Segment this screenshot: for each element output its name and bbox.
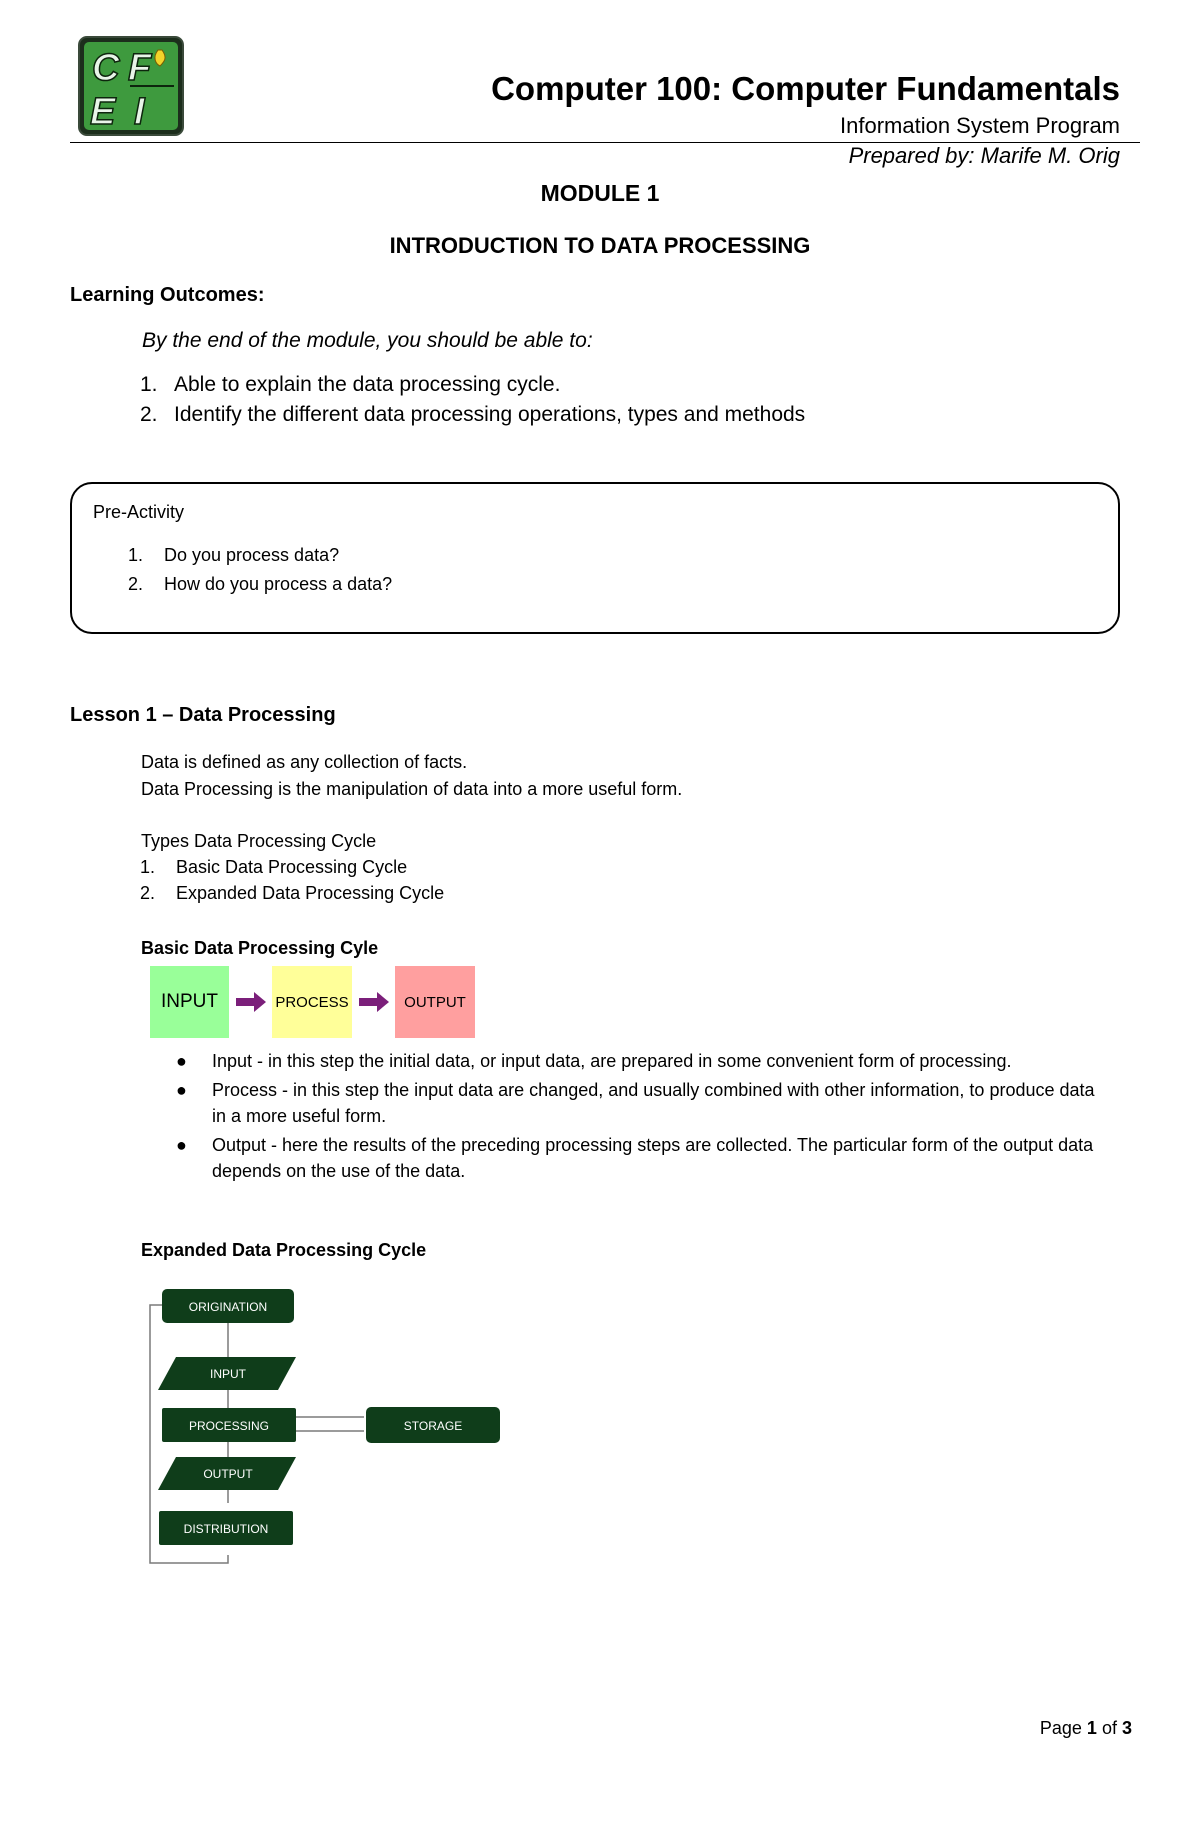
bullet-icon: ● [176,1051,187,1071]
pre-activity-list [128,545,392,603]
list-text: Able to explain the data processing cycle. [174,373,561,396]
input-box [150,966,229,1038]
learning-outcomes-intro: By the end of the module, you should be able to: [142,329,593,352]
module-label: MODULE 1 [540,180,660,206]
list-item [128,545,392,566]
process-label: PROCESS [275,993,349,1011]
list-number: 1. [128,545,144,565]
lesson-heading: Lesson 1 – Data Processing [70,704,336,726]
svg-text:E: E [90,91,116,133]
of-word: of [1101,1718,1117,1738]
learning-outcomes-list [140,373,805,433]
bullet-icon: ● [176,1135,187,1155]
list-number: 2. [128,574,144,594]
svg-text:F: F [128,47,152,89]
definition-processing: Data Processing is the manipulation of data into a more useful form. [141,779,683,799]
list-item [172,1132,1102,1184]
output-box [395,966,475,1038]
list-item [140,373,805,397]
list-text: Do you process data? [164,545,340,565]
svg-text:C: C [92,47,120,89]
output-label: OUTPUT [404,993,466,1011]
list-number: 1. [140,857,156,877]
list-text: Process - in this step the input data are changed, and usually combined with other information, to produce data in a more useful form. [212,1080,1095,1126]
list-number: 2. [140,403,158,426]
definition-data: Data is defined as any collection of facts. [141,752,468,772]
page-current: 1 [1086,1718,1097,1738]
page-number [1040,1718,1132,1739]
process-box [272,966,352,1038]
list-item [140,403,805,427]
flow-label-input: INPUT [210,1367,246,1381]
flow-label-processing: PROCESSING [188,1419,270,1433]
expanded-cycle-heading: Expanded Data Processing Cycle [141,1240,427,1260]
flow-label-output: OUTPUT [203,1467,253,1481]
flow-label-distribution: DISTRIBUTION [183,1522,269,1536]
prepared-by: Prepared by: Marife M. Orig [848,143,1120,168]
types-heading: Types Data Processing Cycle [141,831,377,851]
types-list [140,857,444,909]
input-label: INPUT [161,991,218,1012]
course-title: Computer 100: Computer Fundamentals [491,70,1120,107]
flow-label-origination: ORIGINATION [188,1300,268,1314]
program-name: Information System Program [840,113,1120,138]
list-item [140,883,444,904]
page-total: 3 [1121,1718,1132,1738]
list-text: Output - here the results of the preceding processing steps are collected. The particular form of the output data depends on the use of the data. [212,1135,1094,1181]
bullet-icon: ● [176,1080,187,1100]
list-text: Expanded Data Processing Cycle [176,883,445,903]
arrow-right-icon [357,990,391,1014]
list-text: Basic Data Processing Cycle [176,857,408,877]
pre-activity-title: Pre-Activity [93,502,185,522]
cycle-steps-list [172,1048,1102,1185]
list-item [128,574,392,595]
arrow-right-icon [234,990,268,1014]
list-item [140,857,444,878]
basic-cycle-heading: Basic Data Processing Cyle [141,938,379,958]
module-title: INTRODUCTION TO DATA PROCESSING [389,233,811,258]
list-text: Input - in this step the initial data, or input data, are prepared in some convenient form of processing. [212,1051,1012,1071]
expanded-cycle-diagram [140,1285,510,1570]
learning-outcomes-heading: Learning Outcomes: [70,284,265,306]
page-word: Page [1039,1718,1082,1738]
cefi-logo [78,36,184,136]
list-text: How do you process a data? [164,574,393,594]
list-number: 2. [140,883,156,903]
list-text: Identify the different data processing operations, types and methods [174,403,806,426]
svg-text:I: I [134,91,145,133]
list-number: 1. [140,373,158,396]
list-item [172,1048,1102,1074]
flow-label-storage: STORAGE [403,1419,463,1433]
list-item [172,1077,1102,1129]
